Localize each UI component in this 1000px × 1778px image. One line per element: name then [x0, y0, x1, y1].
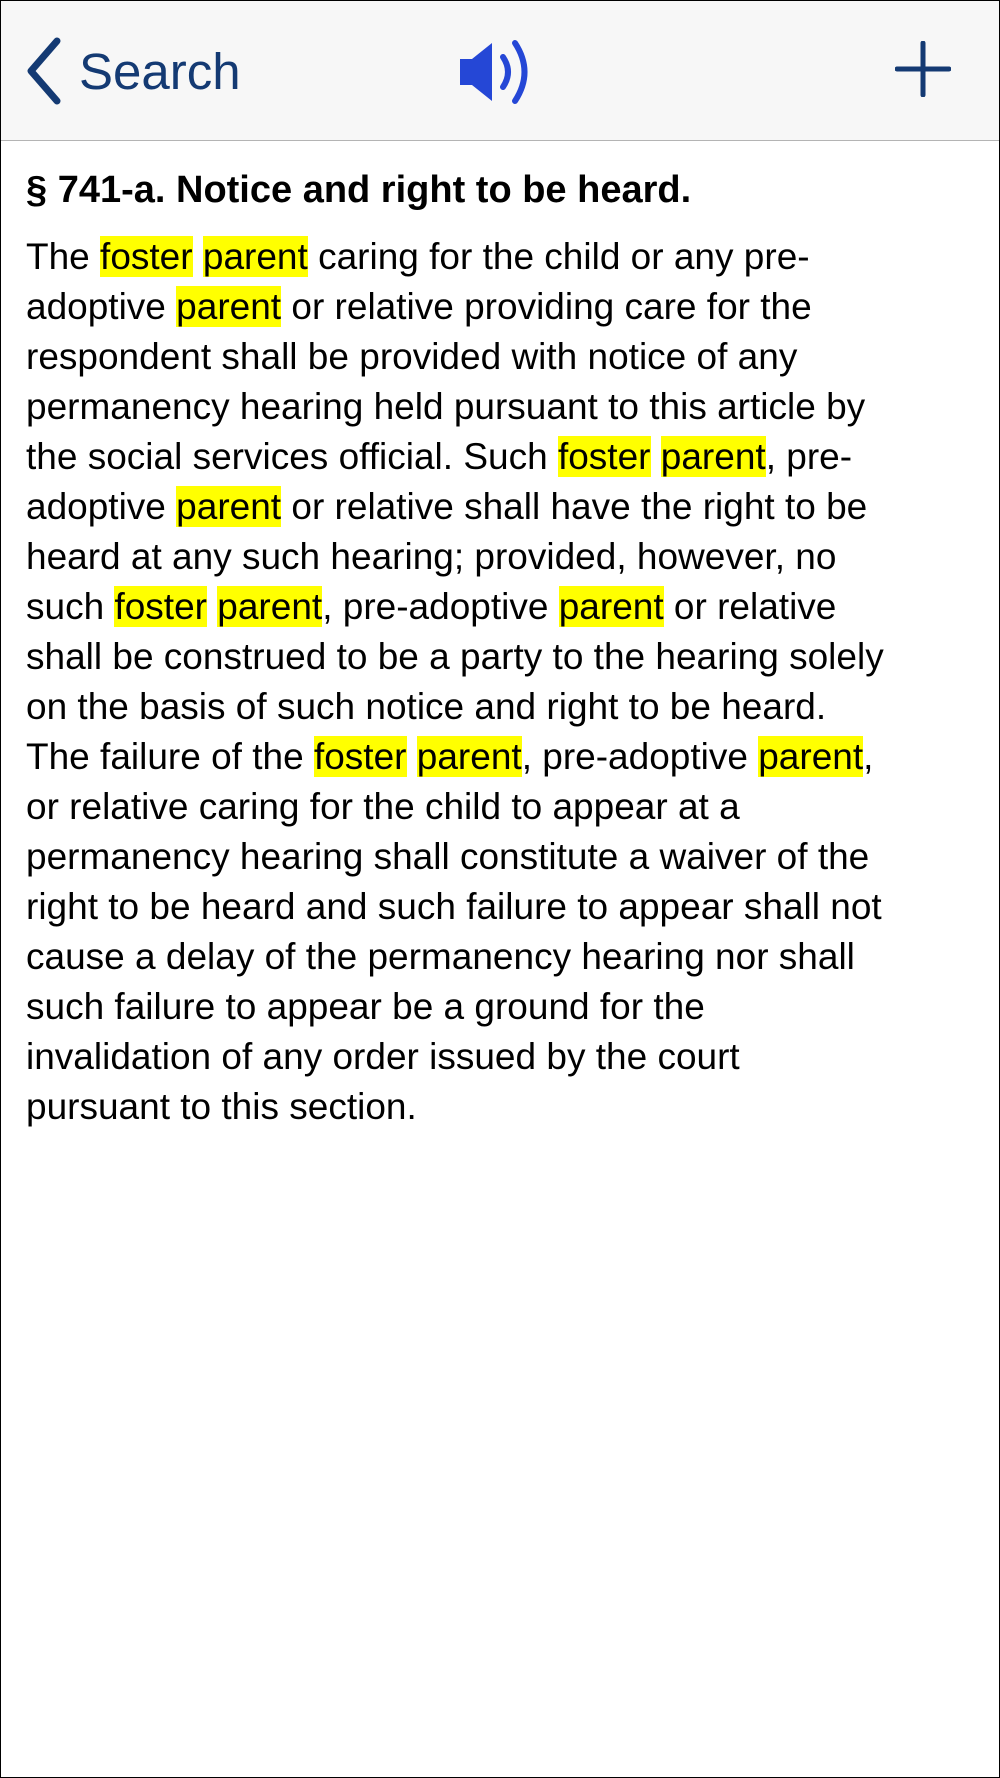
add-bookmark-button[interactable]: [895, 41, 951, 97]
section-body-text: [26, 232, 981, 1132]
text-line: [26, 932, 981, 982]
text-segment: adoptive: [26, 286, 177, 327]
text-segment: [193, 236, 203, 277]
text-line: [26, 832, 981, 882]
text-segment: cause a delay of the permanency hearing nor shall: [26, 936, 855, 977]
read-aloud-button[interactable]: [456, 27, 546, 117]
text-segment: , pre-adoptive: [521, 736, 759, 777]
statute-content: [26, 166, 981, 1132]
text-line: [26, 332, 981, 382]
search-highlight: foster: [313, 736, 407, 777]
search-highlight: parent: [758, 736, 864, 777]
search-highlight: foster: [100, 236, 193, 277]
text-line: [26, 282, 981, 332]
chevron-left-icon: [25, 37, 63, 105]
text-segment: the social services official. Such: [26, 436, 558, 477]
back-to-search-button[interactable]: [25, 31, 241, 111]
text-segment: permanency hearing held pursuant to this article by: [26, 386, 866, 427]
plus-icon: [895, 41, 951, 97]
text-line: [26, 232, 981, 282]
text-line: [26, 582, 981, 632]
text-line: [26, 532, 981, 582]
text-segment: [207, 586, 217, 627]
text-segment: or relative caring for the child to appear at a: [26, 786, 740, 827]
search-highlight: parent: [176, 286, 282, 327]
text-segment: right to be heard and such failure to appear shall not: [26, 886, 882, 927]
search-highlight: parent: [660, 436, 766, 477]
search-highlight: parent: [558, 586, 664, 627]
search-highlight: parent: [217, 586, 323, 627]
speaker-icon: [456, 27, 546, 117]
search-highlight: foster: [114, 586, 207, 627]
text-segment: The: [26, 236, 101, 277]
text-segment: such: [26, 586, 115, 627]
text-segment: on the basis of such notice and right to be heard.: [26, 686, 827, 727]
text-line: [26, 982, 981, 1032]
text-line: [26, 682, 981, 732]
text-segment: invalidation of any order issued by the court: [26, 1036, 740, 1077]
text-segment: permanency hearing shall constitute a waiver of the: [26, 836, 870, 877]
text-line: [26, 1082, 981, 1132]
text-line: [26, 882, 981, 932]
text-line: [26, 1032, 981, 1082]
text-segment: shall be construed to be a party to the hearing solely: [26, 636, 884, 677]
text-line: [26, 782, 981, 832]
navigation-bar: [1, 1, 999, 141]
text-line: [26, 432, 981, 482]
text-segment: heard at any such hearing; provided, however, no: [26, 536, 837, 577]
search-highlight: foster: [557, 436, 651, 477]
text-segment: or relative: [663, 586, 837, 627]
text-segment: [407, 736, 417, 777]
text-segment: ,: [863, 736, 874, 777]
text-segment: The failure of the: [26, 736, 314, 777]
text-segment: pursuant to this section.: [26, 1086, 417, 1127]
text-segment: caring for the child or any pre-: [307, 236, 810, 277]
text-segment: [651, 436, 661, 477]
text-segment: , pre-adoptive: [322, 586, 559, 627]
text-segment: respondent shall be provided with notice of any: [26, 336, 798, 377]
text-segment: or relative providing care for the: [281, 286, 812, 327]
search-highlight: parent: [176, 486, 282, 527]
text-line: [26, 382, 981, 432]
text-segment: , pre-: [765, 436, 853, 477]
text-segment: such failure to appear be a ground for the: [26, 986, 705, 1027]
text-line: [26, 732, 981, 782]
text-line: [26, 482, 981, 532]
section-title: § 741-a. Notice and right to be heard.: [26, 169, 692, 211]
search-highlight: parent: [416, 736, 522, 777]
text-line: [26, 632, 981, 682]
back-button-label: Search: [79, 42, 241, 100]
text-segment: adoptive: [26, 486, 177, 527]
search-highlight: parent: [202, 236, 308, 277]
text-segment: or relative shall have the right to be: [281, 486, 868, 527]
